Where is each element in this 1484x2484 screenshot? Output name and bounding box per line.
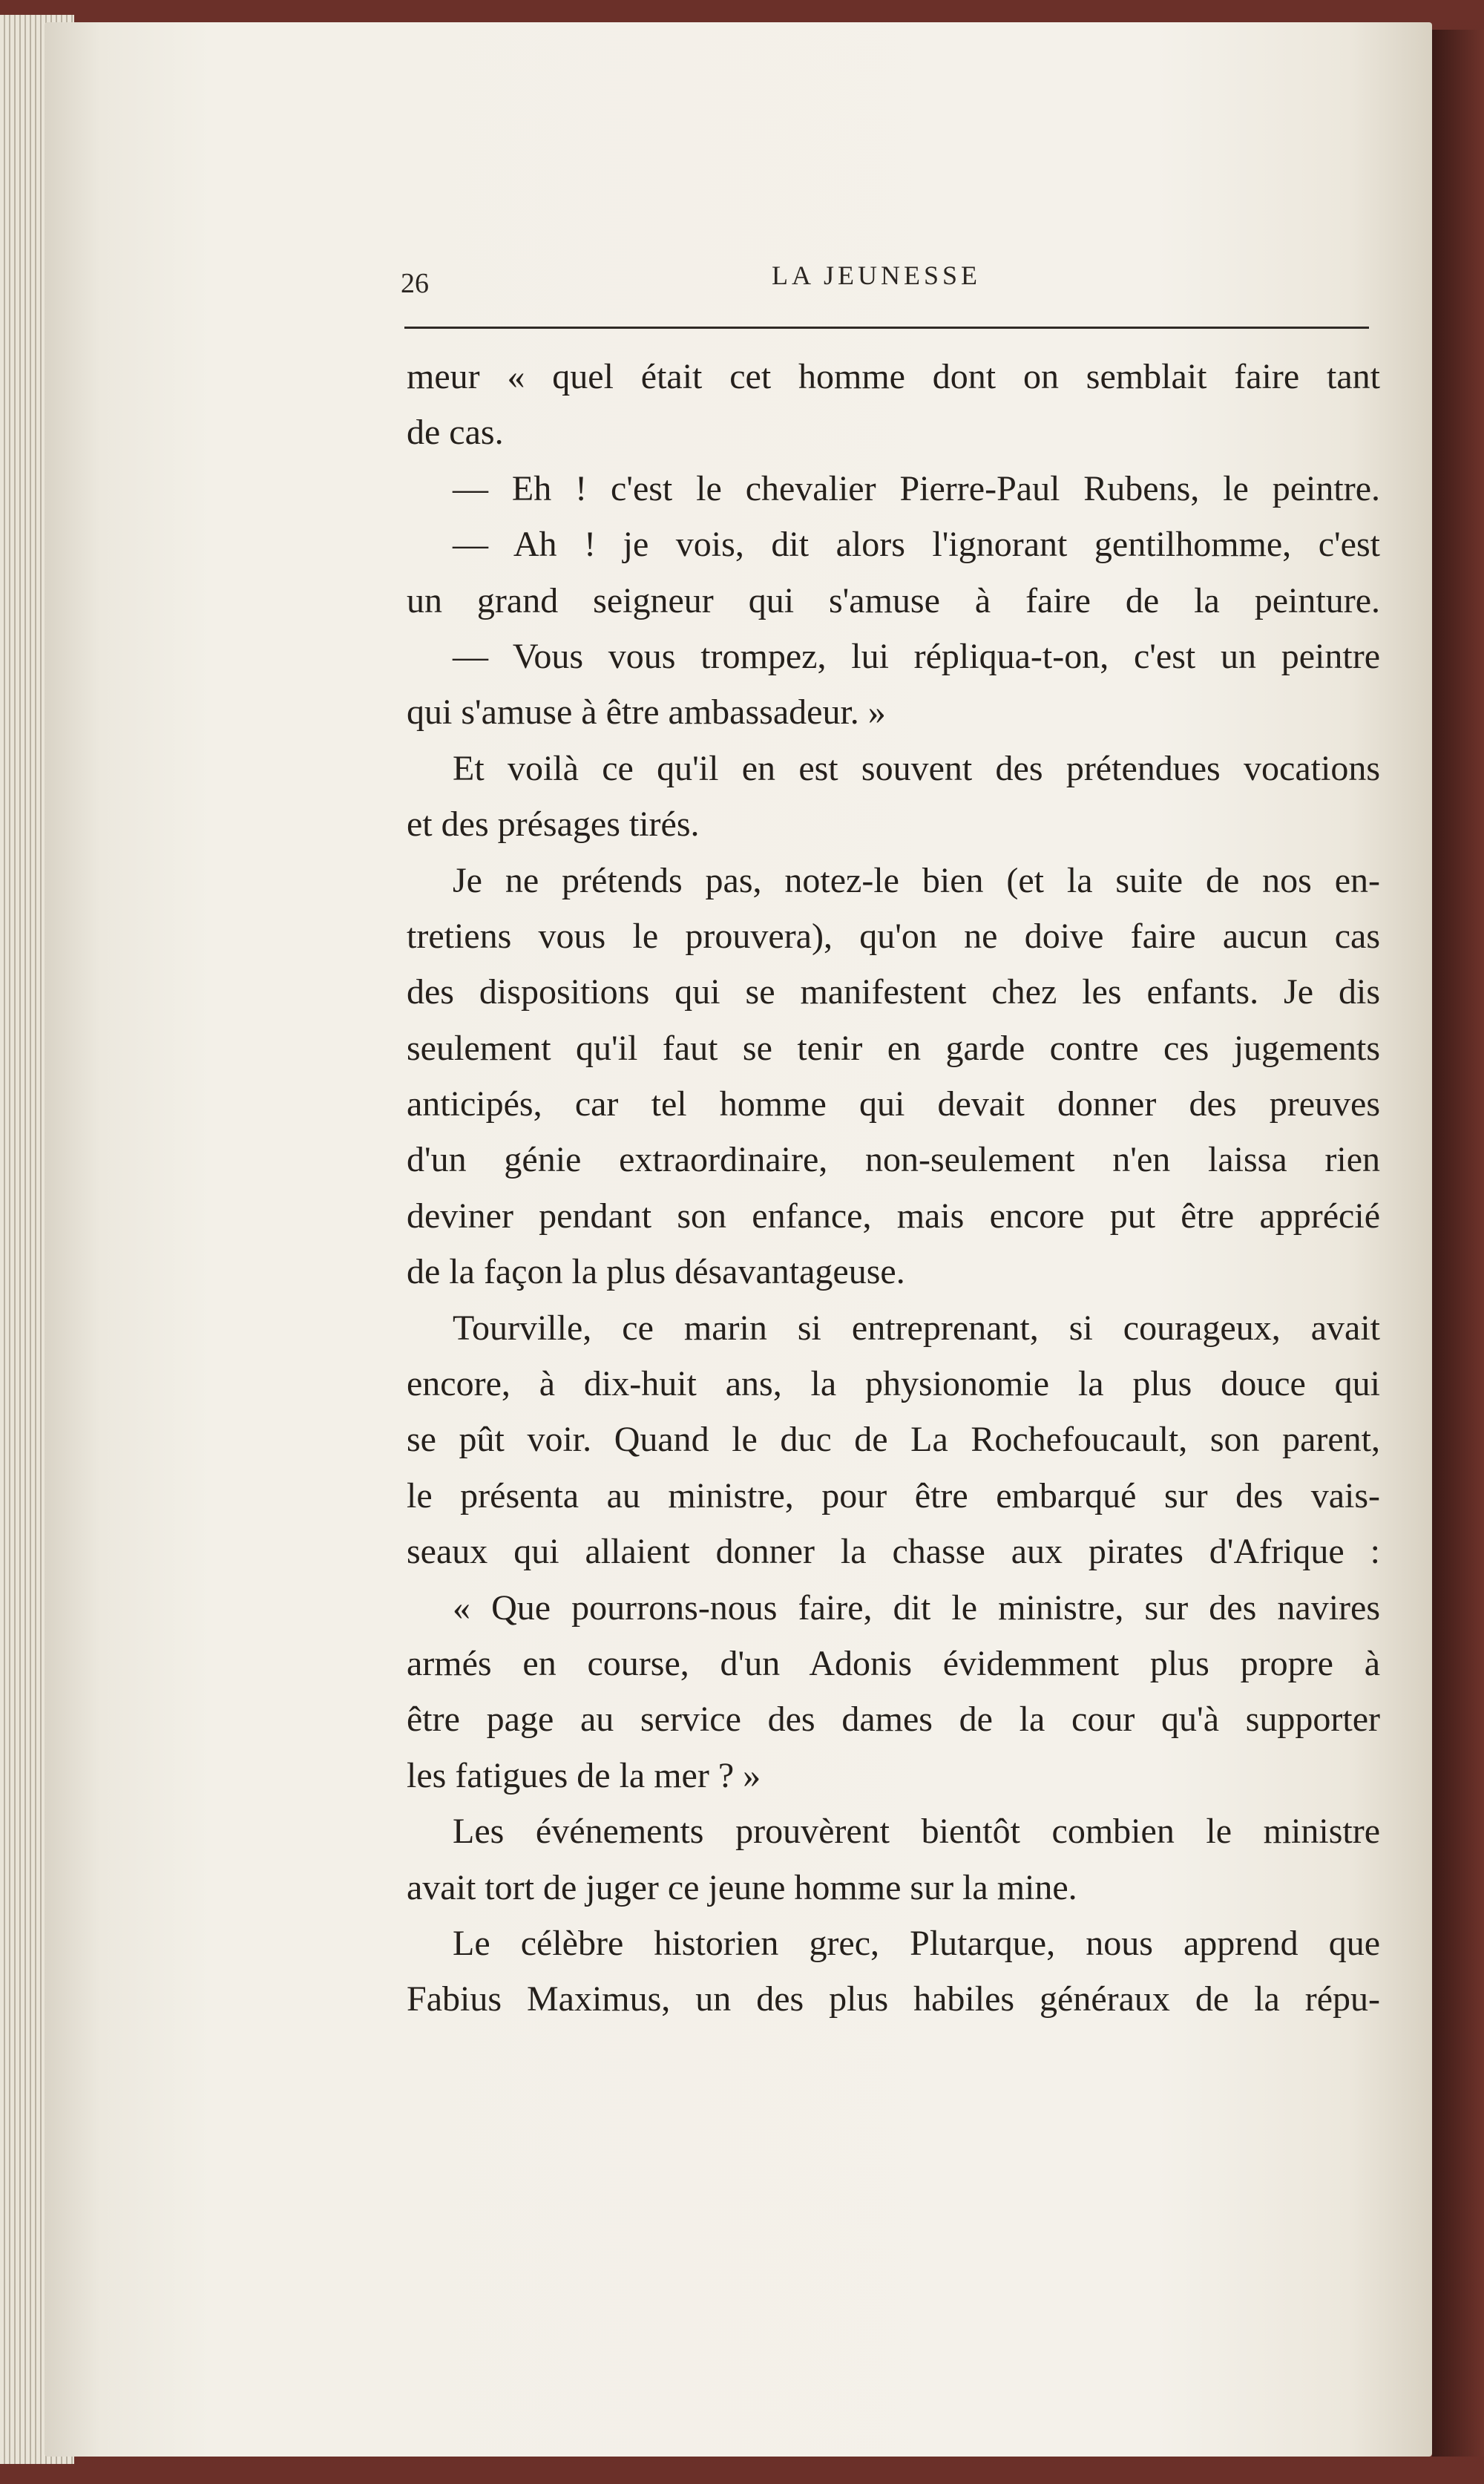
text-line: encore, à dix-huit ans, la physionomie la plus douce qui [407, 1364, 1380, 1404]
text-line: avait tort de juger ce jeune homme sur la mine. [407, 1867, 1077, 1907]
text-line: se pût voir. Quand le duc de La Rochefoucault, son parent, [407, 1420, 1380, 1460]
text-line: « Que pourrons-nous faire, dit le ministre, sur des navires [453, 1587, 1380, 1628]
text-line: Tourville, ce marin si entreprenant, si courageux, avait [453, 1308, 1380, 1348]
text-line: meur « quel était cet homme dont on semblait faire tant [407, 357, 1380, 396]
text-line: le présenta au ministre, pour être embarqué sur des vais- [407, 1475, 1380, 1515]
body-text [407, 349, 1380, 2028]
text-line: tretiens vous le prouvera), qu'on ne doive faire aucun cas [407, 916, 1380, 956]
text-line: — Eh ! c'est le chevalier Pierre-Paul Rubens, le peintre. [453, 468, 1380, 508]
text-line: de la façon la plus désavantageuse. [407, 1252, 905, 1292]
page-number: 26 [401, 268, 429, 299]
text-line: seulement qu'il faut se tenir en garde contre ces jugements [407, 1028, 1380, 1068]
text-line: et des présages tirés. [407, 804, 700, 845]
text-line: d'un génie extraordinaire, non-seulement n'en laissa rien [407, 1140, 1380, 1180]
text-line: être page au service des dames de la cour qu'à supporter [407, 1700, 1380, 1740]
text-line: un grand seigneur qui s'amuse à faire de la peinture. [407, 580, 1380, 620]
text-line: armés en course, d'un Adonis évidemment plus propre à [407, 1643, 1380, 1683]
binding-edge [1432, 30, 1484, 2457]
text-line: Fabius Maximus, un des plus habiles généraux de la répu- [407, 1979, 1380, 2019]
text-line: Je ne prétends pas, notez-le bien (et la suite de nos en- [453, 860, 1380, 900]
text-line: deviner pendant son enfance, mais encore put être apprécié [407, 1196, 1380, 1236]
text-line: anticipés, car tel homme qui devait donner des preuves [407, 1084, 1380, 1124]
text-line: les fatigues de la mer ? » [407, 1755, 761, 1795]
text-line: — Vous vous trompez, lui répliqua-t-on, c'est un peintre [453, 636, 1380, 676]
text-line: — Ah ! je vois, dit alors l'ignorant gentilhomme, c'est [453, 525, 1380, 565]
text-line: Les événements prouvèrent bientôt combien le ministre [453, 1812, 1380, 1852]
running-title: LA JEUNESSE [772, 260, 982, 290]
text-line: de cas. [407, 413, 504, 453]
text-line: Et voilà ce qu'il en est souvent des prétendues vocations [453, 748, 1380, 788]
text-line: des dispositions qui se manifestent chez les enfants. Je dis [407, 972, 1380, 1012]
text-line: Le célèbre historien grec, Plutarque, nous apprend que [453, 1923, 1380, 1963]
text-line: seaux qui allaient donner la chasse aux pirates d'Afrique : [407, 1532, 1380, 1572]
running-head [401, 252, 1380, 304]
header-rule [404, 327, 1369, 329]
text-line: qui s'amuse à être ambassadeur. » [407, 692, 886, 733]
